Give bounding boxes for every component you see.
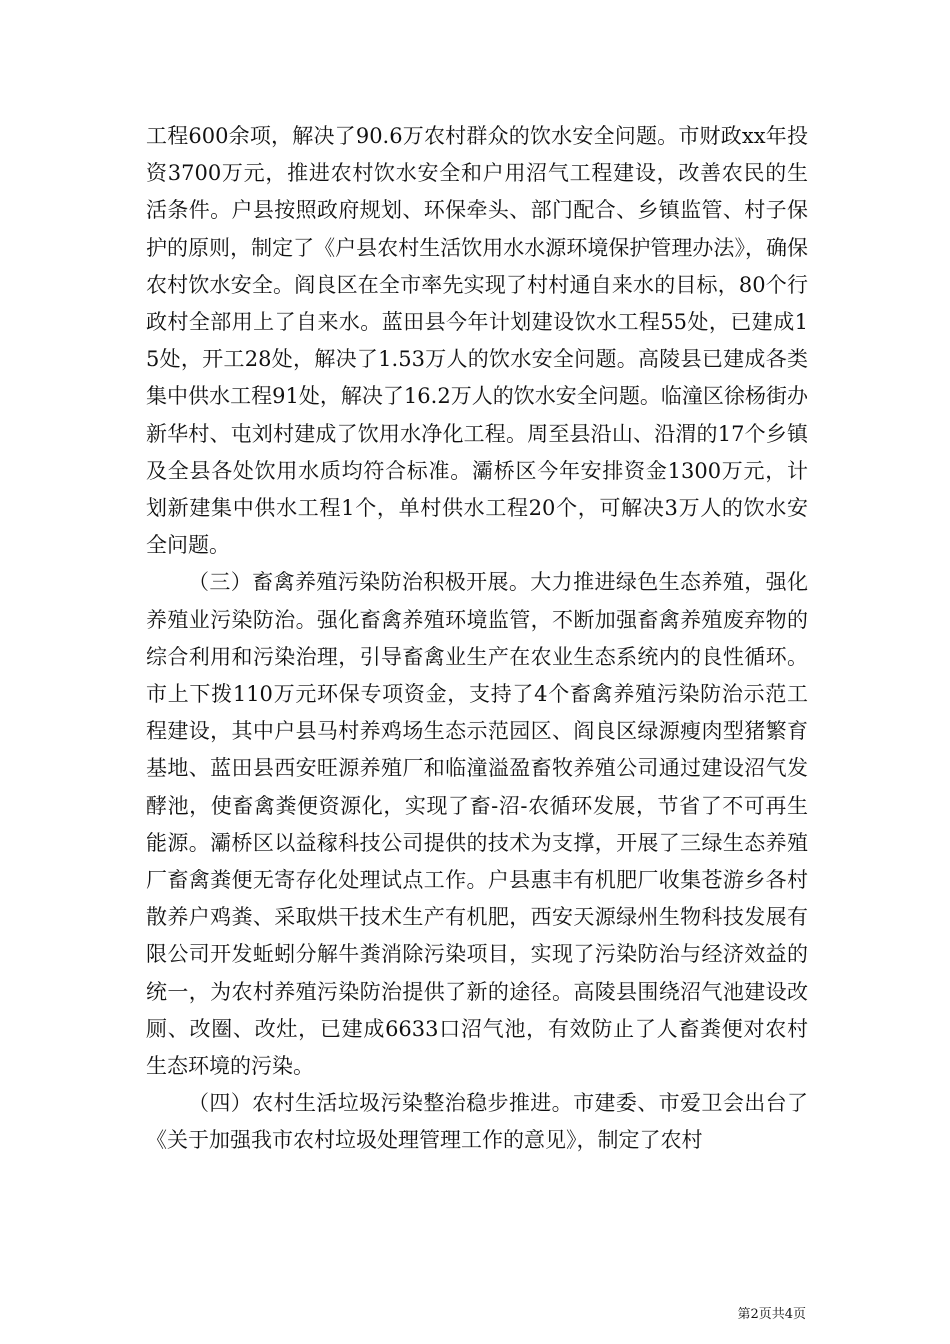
paragraph-water-safety: 工程600余项，解决了90.6万农村群众的饮水安全问题。市财政xx年投资3700万元，推进农村饮水安全和户用沼气工程建设，改善农民的生活条件。户县按照政府规划、环保牵头、部门配合、乡镇监管、村子保护的原则，制定了《户县农村生活饮用水水源环境保护管理办法》，确保农村饮水安全。阎良区在全市率先实现了村村通自来水的目标，80个行政村全部用上了自来水。蓝田县今年计划建设饮水工程55处，已建成15处，开工28处，解决了1.53万人的饮水安全问题。高陵县已建成各类集中供水工程91处，解决了16.2万人的饮水安全问题。临潼区徐杨街办新华村、屯刘村建成了饮用水净化工程。周至县沿山、沿渭的17个乡镇及全县各处饮用水质均符合标准。灞桥区今年安排资金1300万元，计划新建集中供水工程1个，单村供水工程20个，可解决3万人的饮水安全问题。 — [146, 124, 808, 558]
paragraph-garbage-pollution: （四）农村生活垃圾污染整治稳步推进。市建委、市爱卫会出台了《关于加强我市农村垃圾处理管理工作的意见》，制定了农村 — [146, 1091, 808, 1153]
paragraph-livestock-pollution: （三）畜禽养殖污染防治积极开展。大力推进绿色生态养殖，强化养殖业污染防治。强化畜禽养殖环境监管，不断加强畜禽养殖废弃物的综合利用和污染治理，引导畜禽业生产在农业生态系统内的良性循环。市上下拨110万元环保专项资金，支持了4个畜禽养殖污染防治示范工程建设，其中户县马村养鸡场生态示范园区、阎良区绿源瘦肉型猪繁育基地、蓝田县西安旺源养殖厂和临潼溢盈畜牧养殖公司通过建设沼气发酵池，使畜禽粪便资源化，实现了畜-沼-农循环发展，节省了不可再生能源。灞桥区以益稼科技公司提供的技术为支撑，开展了三绿生态养殖厂畜禽粪便无寄存化处理试点工作。户县惠丰有机肥厂收集苍游乡各村散养户鸡粪、采取烘干技术生产有机肥，西安天源绿州生物科技发展有限公司开发蚯蚓分解牛粪消除污染项目，实现了污染防治与经济效益的统一，为农村养殖污染防治提供了新的途径。高陵县围绕沼气池建设改厕、改圈、改灶，已建成6633口沼气池，有效防止了人畜粪便对农村生态环境的污染。 — [146, 570, 808, 1079]
document-body — [146, 118, 808, 1160]
page-number-footer: 第2页共4页 — [737, 1307, 806, 1322]
